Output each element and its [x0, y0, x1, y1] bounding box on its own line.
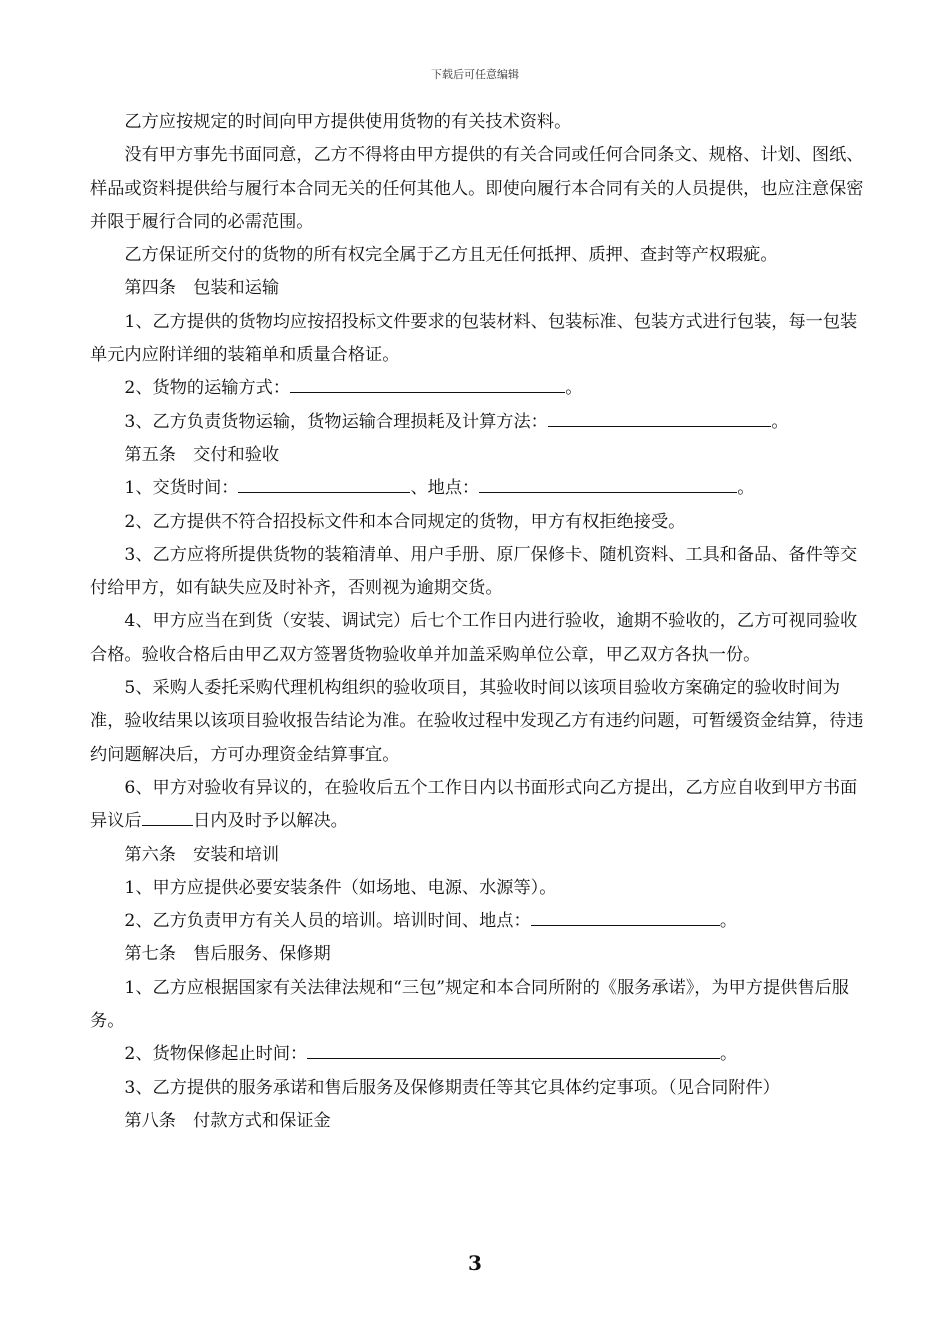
paragraph [90, 506, 870, 539]
paragraph-text: 3、乙方应将所提供货物的装箱清单、用户手册、原厂保修卡、随机资料、工具和备品、备件等交付给甲方，如有缺失应及时补齐，否则视为逾期交货。 [90, 544, 858, 599]
paragraph [90, 872, 870, 905]
page-header: 下载后可任意编辑 [431, 68, 519, 81]
paragraph-suffix: 。 [565, 378, 583, 399]
paragraph [90, 406, 870, 439]
paragraph-suffix: 。 [720, 1044, 738, 1065]
paragraph [90, 239, 870, 272]
paragraph-suffix: 日内及时予以解决。 [193, 811, 348, 832]
paragraph [90, 772, 870, 839]
paragraph-text: 2、乙方负责甲方有关人员的培训。培训时间、地点： [124, 911, 531, 932]
paragraph [90, 106, 870, 139]
paragraph-text: 2、货物的运输方式： [124, 378, 291, 399]
paragraph [90, 539, 870, 606]
paragraph-text: 6、甲方对验收有异议的，在验收后五个工作日内以书面形式向乙方提出，乙方应自收到甲方书面异议后 [90, 777, 858, 832]
paragraph-text: 第五条 交付和验收 [124, 444, 280, 465]
paragraph-text: 1、交货时间： [124, 478, 239, 499]
paragraph [90, 839, 870, 872]
paragraph-text: 没有甲方事先书面同意，乙方不得将由甲方提供的有关合同或任何合同条文、规格、计划、图纸、样品或资料提供给与履行本合同无关的任何其他人。即使向履行本合同有关的人员提供，也应注意保密并限于履行合同的必需范围。 [90, 145, 864, 232]
paragraph-suffix: 。 [719, 911, 738, 932]
paragraph-text: 第六条 安装和培训 [124, 844, 280, 865]
paragraph-suffix: 。 [737, 478, 755, 499]
fill-in-blank [479, 473, 737, 494]
paragraph [90, 972, 870, 1039]
paragraph-text: 2、乙方提供不符合招投标文件和本合同规定的货物，甲方有权拒绝接受。 [124, 511, 686, 532]
paragraph [90, 905, 870, 938]
fill-in-blank [142, 805, 194, 826]
paragraph-suffix: 、地点： [410, 478, 480, 499]
paragraph-text: 第七条 售后服务、保修期 [124, 944, 331, 965]
paragraph-text: 2、货物保修起止时间： [124, 1044, 308, 1065]
paragraph-text: 乙方保证所交付的货物的所有权完全属于乙方且无任何抵押、质押、查封等产权瑕疵。 [124, 245, 778, 266]
fill-in-blank [238, 473, 410, 494]
paragraph-text: 第八条 付款方式和保证金 [124, 1110, 331, 1131]
paragraph-text: 1、乙方应根据国家有关法律法规和“三包”规定和本合同所附的《服务承诺》，为甲方提供售后服务。 [90, 977, 849, 1032]
paragraph [90, 306, 870, 373]
paragraph [90, 139, 870, 239]
paragraph [90, 372, 870, 405]
page-number: 3 [468, 1251, 482, 1275]
paragraph-text: 1、甲方应提供必要安装条件（如场地、电源、水源等）。 [124, 877, 557, 898]
paragraph-text: 3、乙方负责货物运输，货物运输合理损耗及计算方法： [124, 411, 548, 432]
paragraph-text: 3、乙方提供的服务承诺和售后服务及保修期责任等其它具体约定事项。（见合同附件） [124, 1077, 780, 1098]
paragraph-text: 第四条 包装和运输 [124, 278, 280, 299]
paragraph [90, 472, 870, 505]
paragraph-text: 乙方应按规定的时间向甲方提供使用货物的有关技术资料。 [124, 112, 572, 132]
paragraph-suffix: 。 [771, 411, 789, 432]
paragraph [90, 1038, 870, 1071]
paragraph-text: 4、甲方应当在到货（安装、调试完）后七个工作日内进行验收，逾期不验收的，乙方可视同验收合格。验收合格后由甲乙双方签署货物验收单并加盖采购单位公章，甲乙双方各执一份。 [90, 611, 858, 665]
paragraph [90, 439, 870, 472]
paragraph [90, 938, 870, 971]
paragraph-text: 5、采购人委托采购代理机构组织的验收项目，其验收时间以该项目验收方案确定的验收时间为准，验收结果以该项目验收报告结论为准。在验收过程中发现乙方有违约问题，可暂缓资金结算，待违约问题解决后，方可办理资金结算事宜。 [90, 678, 864, 765]
paragraph [90, 272, 870, 305]
fill-in-blank [290, 373, 565, 394]
paragraph-text: 1、乙方提供的货物均应按招投标文件要求的包装材料、包装标准、包装方式进行包装，每一包装单元内应附详细的装箱单和质量合格证。 [90, 311, 858, 366]
paragraph [90, 605, 870, 672]
paragraph [90, 1072, 870, 1105]
paragraph [90, 672, 870, 772]
paragraph [90, 1105, 870, 1138]
fill-in-blank [548, 406, 772, 427]
fill-in-blank [307, 1039, 720, 1060]
document-body [90, 106, 870, 1138]
fill-in-blank [531, 905, 720, 926]
